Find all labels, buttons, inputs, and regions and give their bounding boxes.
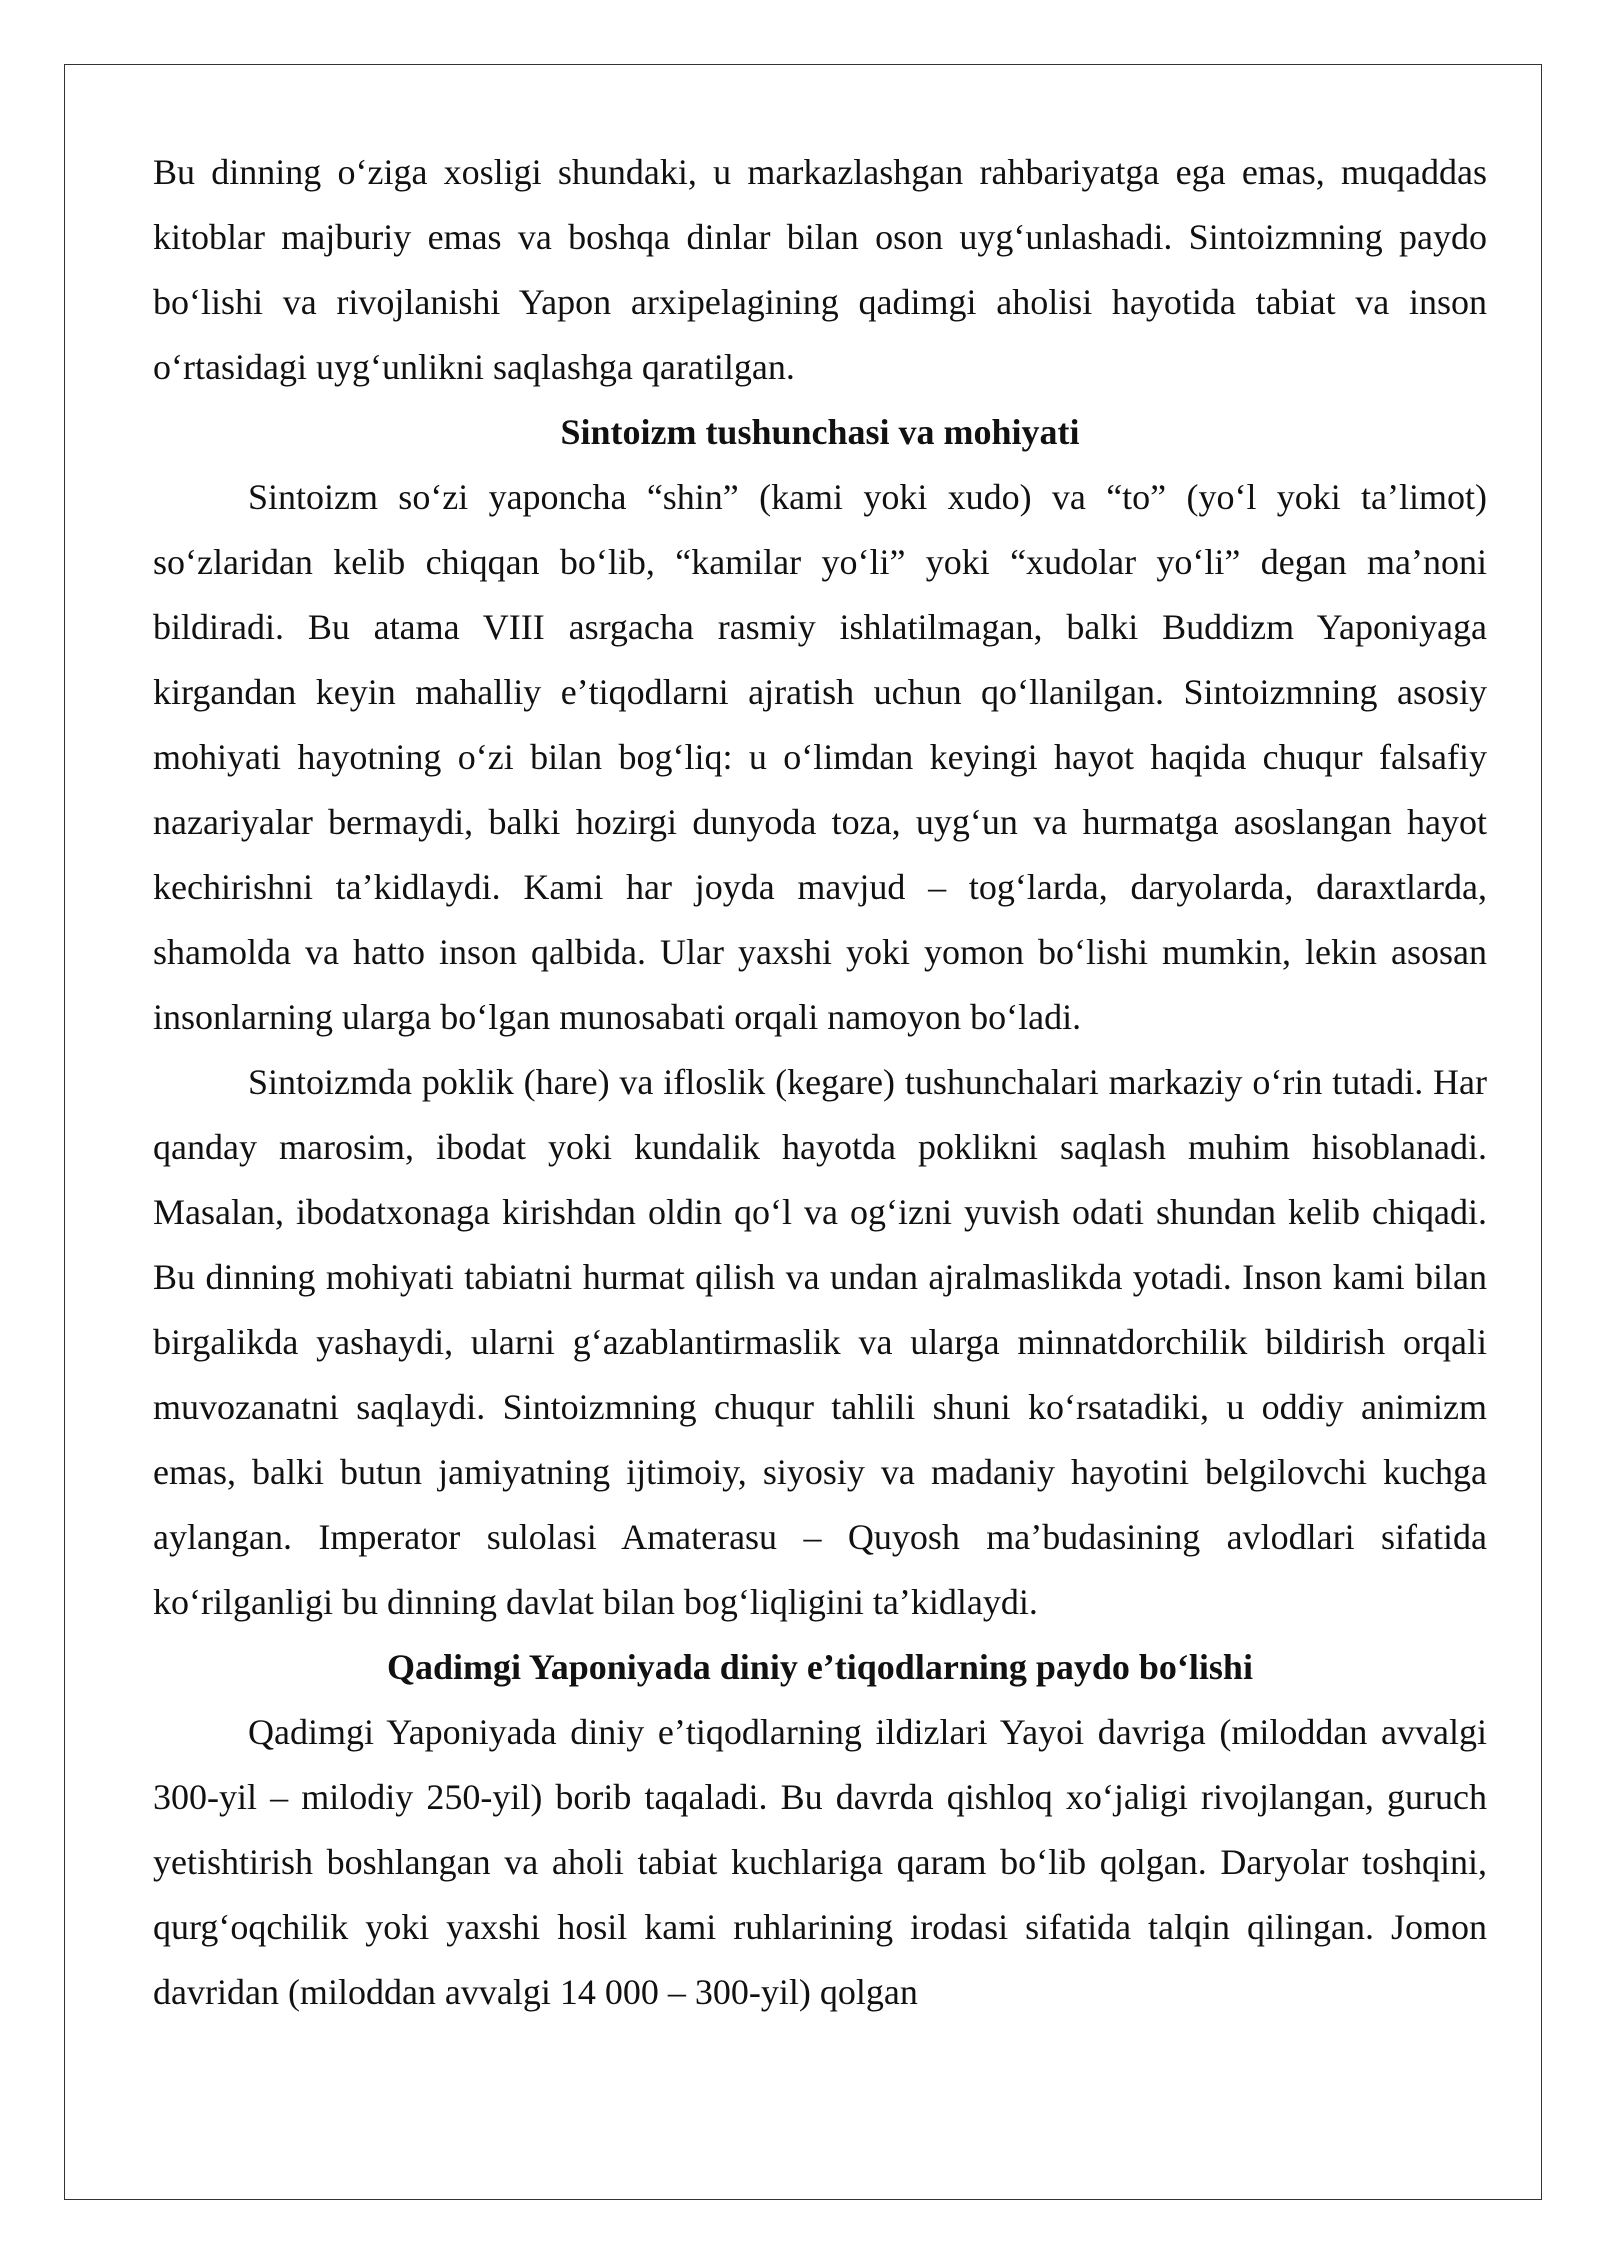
intro-paragraph: Bu dinning oʻziga xosligi shundaki, u markazlashgan rahbariyatga ega emas, muqaddas kitoblar majburiy emas va boshqa dinlar bilan oson uygʻunlashadi. Sintoizmning paydo boʻlishi va rivojlanishi Yapon arxipelagining qadimgi aholisi hayotida tabiat va inson oʻrtasidagi uygʻunlikni saqlashga qaratilgan. [153, 152, 1487, 387]
paragraph-poklik: Sintoizmda poklik (hare) va ifloslik (kegare) tushunchalari markaziy oʻrin tutadi. Har qanday marosim, ibodat yoki kundalik hayotda poklikni saqlash muhim hisoblanadi. Masalan, ibodatxonaga kirishdan oldin qoʻl va ogʻizni yuvish odati shundan kelib chiqadi. Bu dinning mohiyati tabiatni hurmat qilish va undan ajralmaslikda yotadi. Inson kami bilan birgalikda yashaydi, ularni gʻazablantirmaslik va ularga minnatdorchilik bildirish orqali muvozanatni saqlaydi. Sintoizmning chuqur tahlili shuni koʻrsatadiki, u oddiy animizm emas, balki butun jamiyatning ijtimoiy, siyosiy va madaniy hayotini belgilovchi kuchga aylangan. Imperator sulolasi Amaterasu – Quyosh maʼbudasining avlodlari sifatida koʻrilganligi bu dinning davlat bilan bogʻliqligini taʼkidlaydi. [153, 1062, 1487, 1622]
paragraph-yayoi-davri: Qadimgi Yaponiyada diniy eʼtiqodlarning ildizlari Yayoi davriga (miloddan avvalgi 300-yil – milodiy 250-yil) borib taqaladi. Bu davrda qishloq xoʻjaligi rivojlangan, guruch yetishtirish boshlangan va aholi tabiat kuchlariga qaram boʻlib qolgan. Daryolar toshqini, qurgʻoqchilik yoki yaxshi hosil kami ruhlarining irodasi sifatida talqin qilingan. Jomon davridan (miloddan avvalgi 14 000 – 300-yil) qolgan [153, 1712, 1487, 2012]
document-body [153, 140, 1487, 2025]
section-heading-sintoizm-tushunchasi: Sintoizm tushunchasi va mohiyati [560, 412, 1080, 452]
paragraph-sintoizm-etymology: Sintoizm soʻzi yaponcha “shin” (kami yoki xudo) va “to” (yoʻl yoki taʼlimot) soʻzlaridan kelib chiqqan boʻlib, “kamilar yoʻli” yoki “xudolar yoʻli” degan maʼnoni bildiradi. Bu atama VIII asrgacha rasmiy ishlatilmagan, balki Buddizm Yaponiyaga kirgandan keyin mahalliy eʼtiqodlarni ajratish uchun qoʻllanilgan. Sintoizmning asosiy mohiyati hayotning oʻzi bilan bogʻliq: u oʻlimdan keyingi hayot haqida chuqur falsafiy nazariyalar bermaydi, balki hozirgi dunyoda toza, uygʻun va hurmatga asoslangan hayot kechirishni taʼkidlaydi. Kami har joyda mavjud – togʻlarda, daryolarda, daraxtlarda, shamolda va hatto inson qalbida. Ular yaxshi yoki yomon boʻlishi mumkin, lekin asosan insonlarning ularga boʻlgan munosabati orqali namoyon boʻladi. [153, 477, 1487, 1037]
section-heading-qadimgi-yaponiya: Qadimgi Yaponiyada diniy eʼtiqodlarning paydo boʻlishi [387, 1647, 1253, 1687]
